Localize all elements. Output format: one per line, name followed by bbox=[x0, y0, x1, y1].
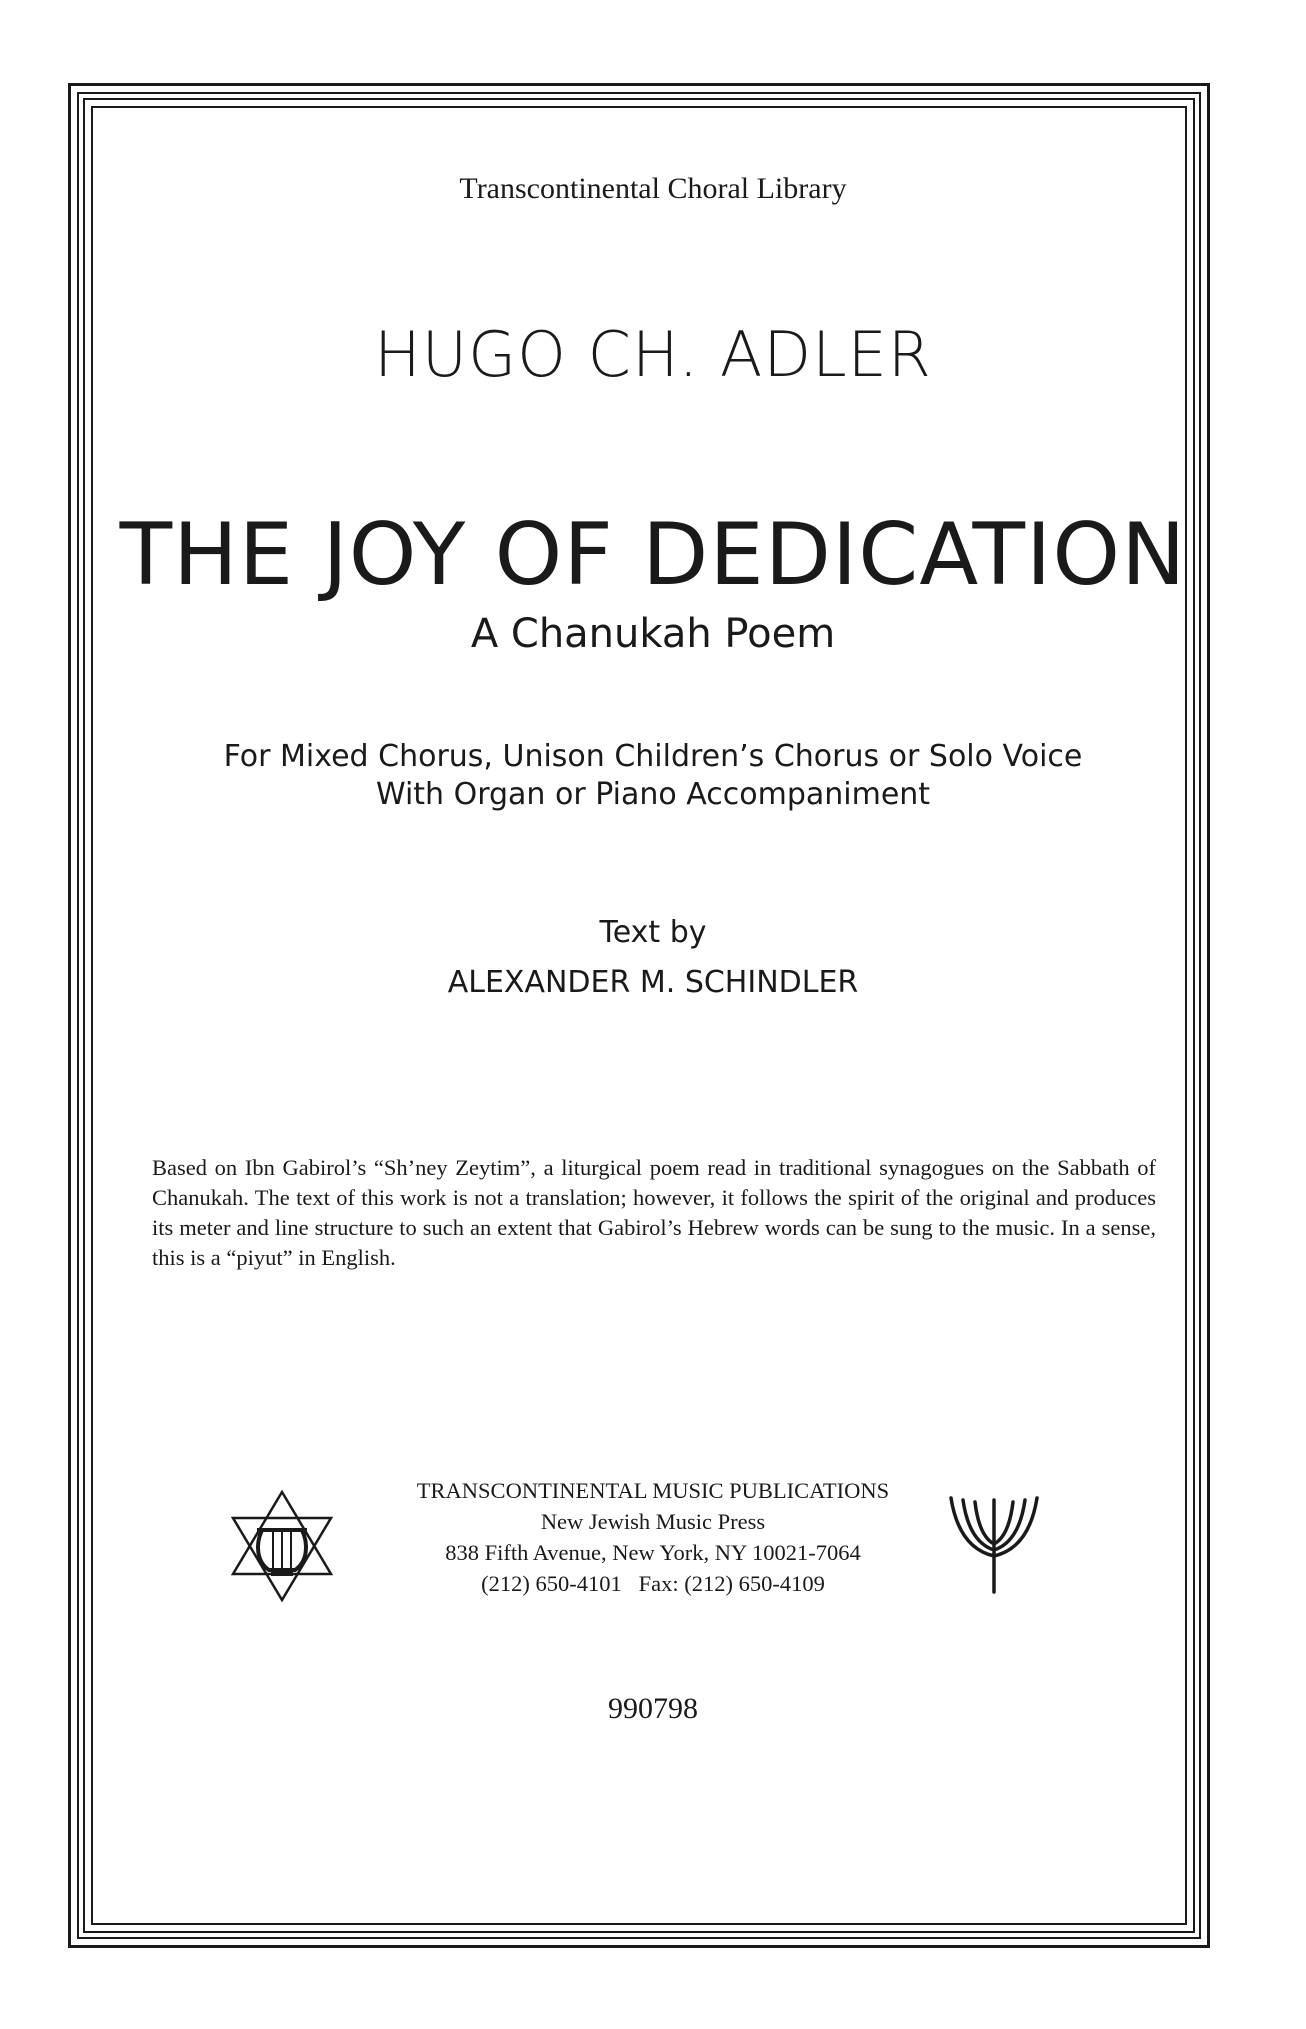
menorah-icon bbox=[945, 1492, 1043, 1594]
program-note: Based on Ibn Gabirol’s “Sh’ney Zeytim”, a liturgical poem read in traditional synagogues on the Sabbath of Chanukah. The text of this work is not a translation; however, it follows the spirit of the original and produces its meter and line structure to such an extent that Gabirol’s Hebrew words can be sung to the music. In a sense, this is a “piyut” in English. bbox=[152, 1155, 1156, 1270]
composer-name: HUGO CH. ADLER bbox=[374, 318, 932, 391]
work-title: THE JOY OF DEDICATION bbox=[119, 505, 1187, 605]
publisher-imprint: New Jewish Music Press bbox=[540, 1509, 766, 1534]
catalog-number: 990798 bbox=[608, 1692, 698, 1725]
voicing-block bbox=[0, 738, 1306, 814]
publisher-name: TRANSCONTINENTAL MUSIC PUBLICATIONS bbox=[416, 1478, 890, 1503]
text-by-label: Text by bbox=[599, 915, 707, 950]
voicing-line: With Organ or Piano Accompaniment bbox=[375, 777, 931, 812]
work-subtitle: A Chanukah Poem bbox=[470, 611, 836, 657]
voicing-line: For Mixed Chorus, Unison Children’s Chorus or Solo Voice bbox=[223, 739, 1083, 774]
publisher-block bbox=[0, 1475, 1306, 1599]
text-credit bbox=[0, 908, 1306, 1008]
publisher-address: 838 Fifth Avenue, New York, NY 10021-7064 bbox=[445, 1540, 861, 1565]
publisher-contact: (212) 650-4101 Fax: (212) 650-4109 bbox=[481, 1571, 825, 1596]
series-name: Transcontinental Choral Library bbox=[459, 172, 847, 205]
text-author: ALEXANDER M. SCHINDLER bbox=[447, 965, 859, 1000]
